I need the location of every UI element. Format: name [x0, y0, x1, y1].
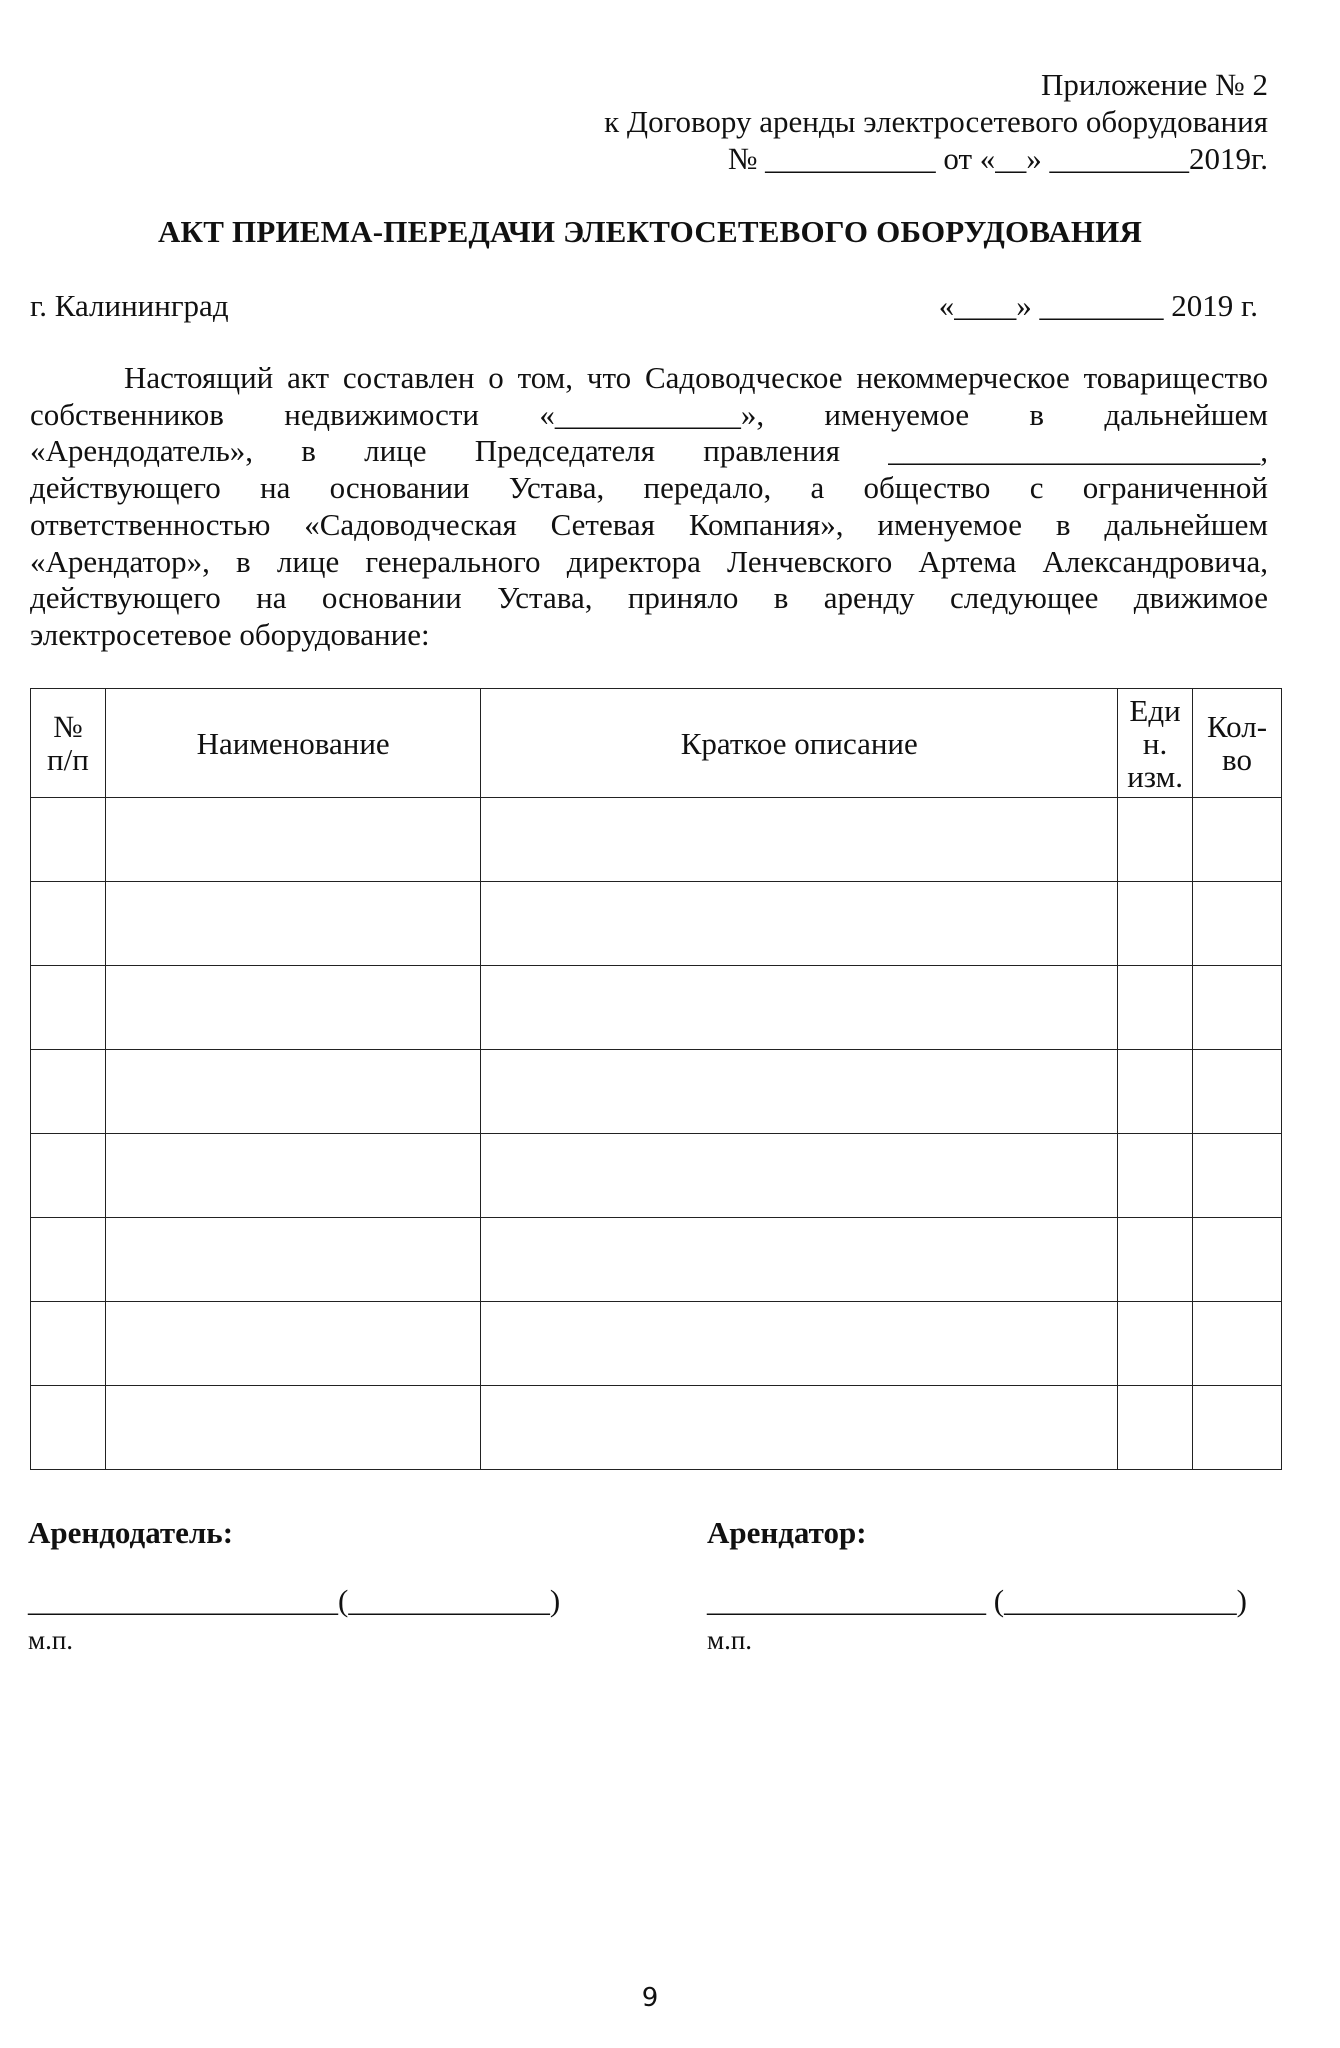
lessor-label: Арендодатель:: [28, 1515, 234, 1550]
document-title: АКТ ПРИЕМА-ПЕРЕДАЧИ ЭЛЕКТОСЕТЕВОГО ОБОРУДОВАНИЯ: [157, 214, 1143, 249]
table-row: [31, 1386, 1282, 1470]
table-cell: [1118, 1386, 1193, 1470]
table-cell: [31, 798, 106, 882]
table-cell: [1118, 798, 1193, 882]
body-line: «Арендодатель», в лице Председателя правления ________________________,: [30, 433, 1268, 469]
appendix-line-3: № ___________ от «__» _________2019г.: [727, 141, 1268, 176]
table-cell: [1118, 882, 1193, 966]
table-cell: [1118, 1134, 1193, 1218]
table-row: [31, 798, 1282, 882]
appendix-line-2: к Договору аренды электросетевого оборудования: [604, 104, 1268, 139]
table-cell: [105, 966, 481, 1050]
table-cell: [481, 882, 1118, 966]
table-cell: [1193, 966, 1282, 1050]
table-row: [31, 966, 1282, 1050]
body-line: собственников недвижимости «____________», именуемое в дальнейшем: [30, 396, 1268, 432]
table-cell: [1193, 1134, 1282, 1218]
header-number-line-2: п/п: [47, 742, 89, 777]
table-cell: [105, 1218, 481, 1302]
table-cell: [31, 882, 106, 966]
table-cell: [481, 798, 1118, 882]
table-cell: [105, 1134, 481, 1218]
table-row: [31, 1218, 1282, 1302]
appendix-header: [604, 66, 1268, 177]
table-row: [31, 1302, 1282, 1386]
table-cell: [105, 1050, 481, 1134]
table-cell: [1118, 1302, 1193, 1386]
table-cell: [1193, 1050, 1282, 1134]
lessee-stamp-place: м.п.: [707, 1625, 753, 1655]
table-cell: [105, 1386, 481, 1470]
body-line: действующего на основании Устава, передало, а общество с ограниченной: [30, 470, 1268, 506]
header-quantity: [1193, 689, 1282, 798]
lessee-signature-line: __________________ (_______________): [707, 1583, 1247, 1618]
table-cell: [1118, 1218, 1193, 1302]
body-line: «Арендатор», в лице генерального директора Ленчевского Артема Александровича,: [30, 543, 1268, 579]
table-header-row: [31, 689, 1282, 798]
equipment-table: [30, 688, 1282, 1470]
header-unit: [1118, 689, 1193, 798]
header-description: Краткое описание: [481, 689, 1118, 798]
table-cell: [105, 798, 481, 882]
table-cell: [481, 1134, 1118, 1218]
body-line: Настоящий акт составлен о том, что Садоводческое некоммерческое товарищество: [124, 360, 1268, 395]
header-number-line-1: №: [53, 709, 83, 744]
table-cell: [31, 1134, 106, 1218]
body-line: электросетевое оборудование:: [30, 616, 430, 652]
table-cell: [31, 1386, 106, 1470]
table-cell: [481, 1050, 1118, 1134]
table-cell: [1118, 1050, 1193, 1134]
table-cell: [481, 1218, 1118, 1302]
header-number: [31, 689, 106, 798]
lessor-signature-line: ____________________(_____________): [28, 1583, 561, 1618]
appendix-line-1: Приложение № 2: [1041, 67, 1268, 102]
table-row: [31, 1134, 1282, 1218]
table-cell: [105, 1302, 481, 1386]
table-cell: [1193, 1386, 1282, 1470]
body-paragraph: [30, 360, 1268, 654]
header-quantity-line-1: Кол-: [1207, 709, 1268, 744]
body-line: ответственностью «Садоводческая Сетевая Компания», именуемое в дальнейшем: [30, 506, 1268, 542]
header-name: Наименование: [105, 689, 481, 798]
lessor-stamp-place: м.п.: [28, 1625, 74, 1655]
header-unit-line-1: Еди: [1129, 692, 1181, 728]
table-cell: [481, 1386, 1118, 1470]
table-cell: [1193, 1302, 1282, 1386]
lessee-label: Арендатор:: [707, 1515, 867, 1550]
header-quantity-line-2: во: [1222, 742, 1252, 777]
table-cell: [31, 1050, 106, 1134]
document-date: «____» ________ 2019 г.: [938, 288, 1258, 323]
table-cell: [1193, 798, 1282, 882]
table-cell: [105, 882, 481, 966]
table-cell: [1193, 1218, 1282, 1302]
table-cell: [1193, 882, 1282, 966]
body-line: действующего на основании Устава, приняло в аренду следующее движимое: [30, 580, 1268, 616]
table-cell: [31, 1302, 106, 1386]
header-unit-line-2: н.: [1142, 725, 1168, 761]
table-row: [31, 1050, 1282, 1134]
table-cell: [1118, 966, 1193, 1050]
place-city: г. Калининград: [30, 288, 229, 323]
table-cell: [31, 966, 106, 1050]
header-unit-line-3: изм.: [1127, 758, 1183, 794]
table-cell: [481, 966, 1118, 1050]
table-cell: [31, 1218, 106, 1302]
table-row: [31, 882, 1282, 966]
page-number: 9: [641, 1983, 659, 2013]
table-cell: [481, 1302, 1118, 1386]
